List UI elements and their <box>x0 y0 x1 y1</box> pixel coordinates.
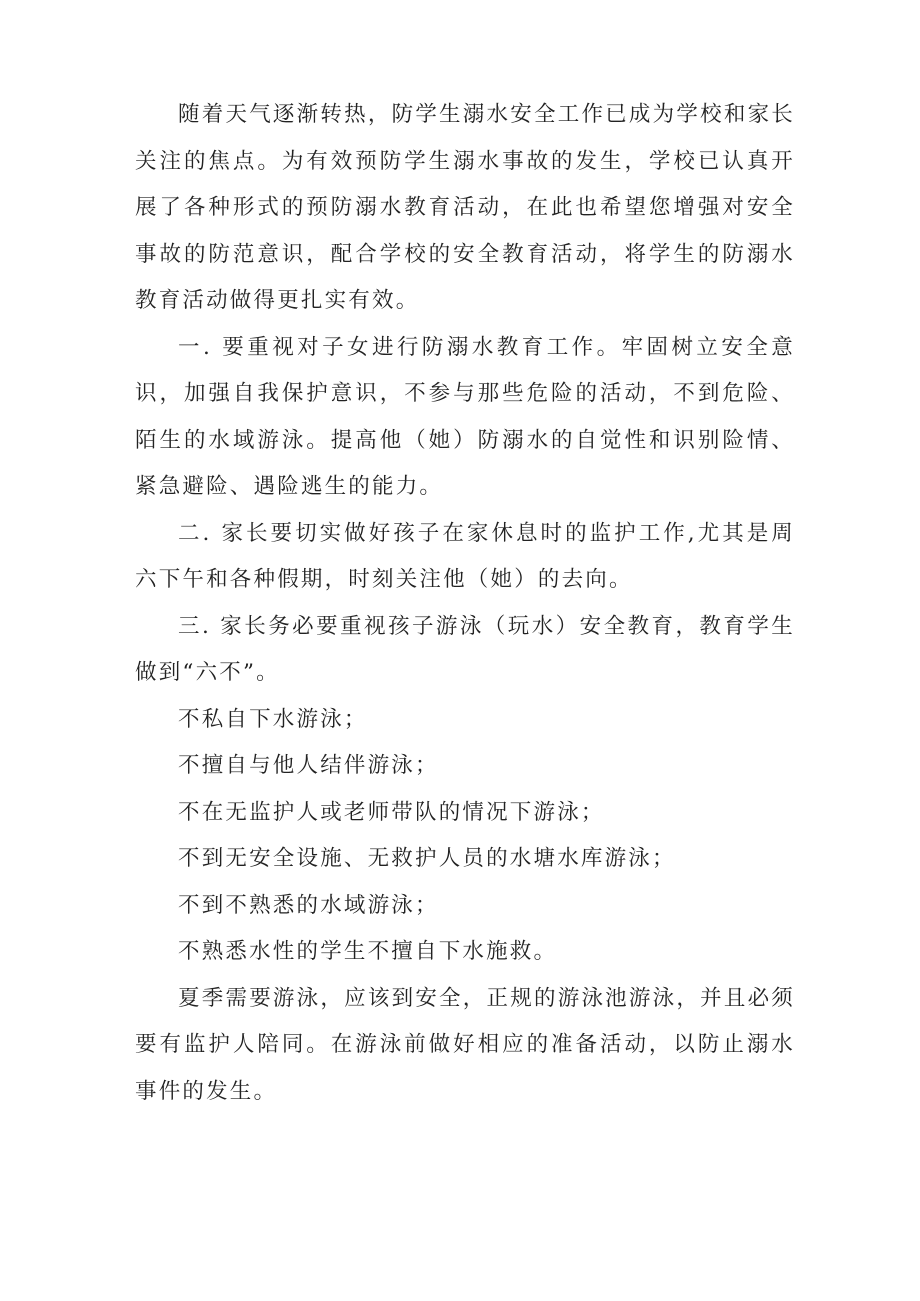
six-not-item: 不私自下水游泳； <box>178 706 368 732</box>
point-one-paragraph: 一. 要重视对子女进行防溺水教育工作。牢固树立安全意识，加强自我保护意识，不参与那些危险的活动，不到危险、陌生的水域游泳。提高他（她）防溺水的自觉性和识别险情、紧急避险、遇险逃生的能力。 <box>135 334 795 499</box>
document-body <box>135 92 795 1115</box>
intro-paragraph: 随着天气逐渐转热，防学生溺水安全工作已成为学校和家长关注的焦点。为有效预防学生溺水事故的发生，学校已认真开展了各种形式的预防溺水教育活动，在此也希望您增强对安全事故的防范意识，配合学校的安全教育活动，将学生的防溺水教育活动做得更扎实有效。 <box>135 102 795 313</box>
point-two-paragraph: 二. 家长要切实做好孩子在家休息时的监护工作,尤其是周六下午和各种假期，时刻关注他（她）的去向。 <box>135 520 795 592</box>
six-not-item: 不擅自与他人结伴游泳； <box>178 753 439 778</box>
six-not-item: 不熟悉水性的学生不擅自下水施救。 <box>178 939 558 964</box>
point-three-paragraph: 三. 家长务必要重视孩子游泳（玩水）安全教育，教育学生做到“六不”。 <box>135 613 795 685</box>
six-not-item: 不到无安全设施、无救护人员的水塘水库游泳； <box>178 846 676 871</box>
closing-paragraph: 夏季需要游泳，应该到安全，正规的游泳池游泳，并且必须要有监护人陪同。在游泳前做好相应的准备活动，以防止溺水事件的发生。 <box>135 985 795 1104</box>
six-not-item: 不在无监护人或老师带队的情况下游泳； <box>178 799 605 825</box>
six-not-item: 不到不熟悉的水域游泳； <box>178 892 439 918</box>
